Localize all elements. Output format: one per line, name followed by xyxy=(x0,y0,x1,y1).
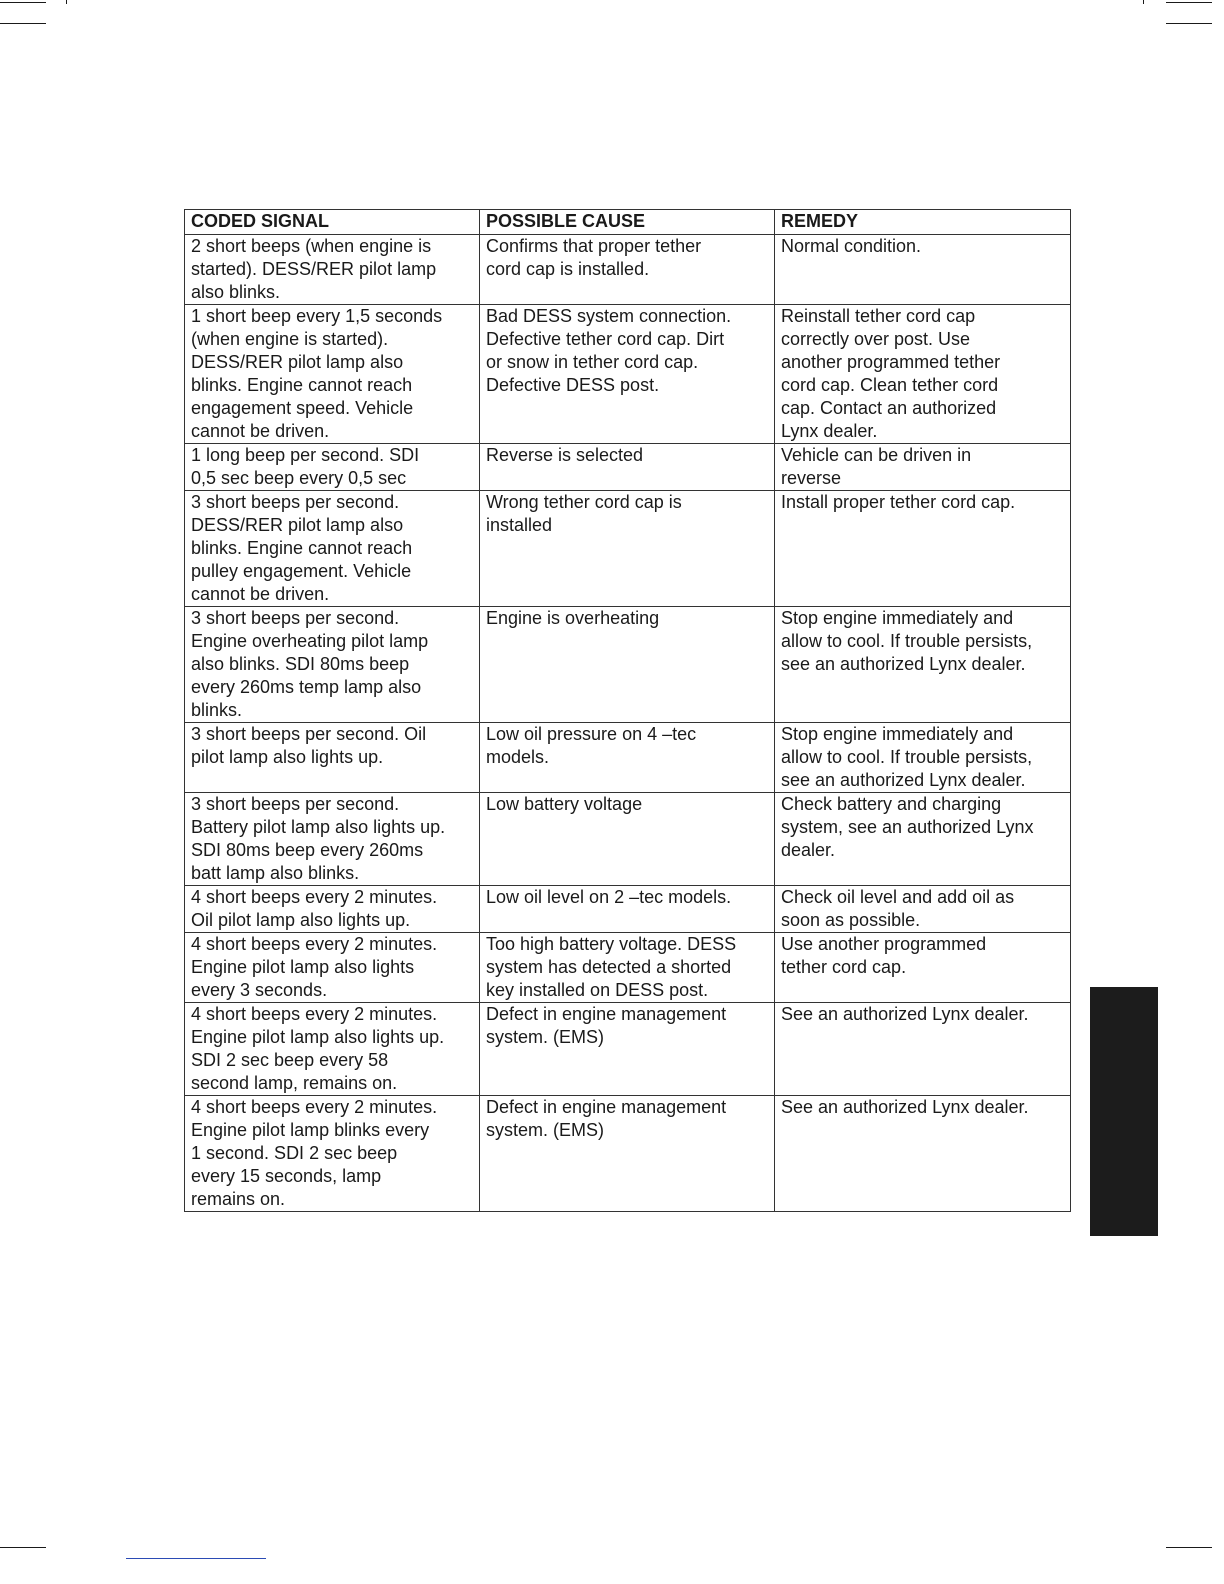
remedy-cell: Reinstall tether cord cap correctly over post. Use another programmed tether cord cap. Clean tether cord cap. Contact an authorized Lynx dealer. xyxy=(775,305,1071,444)
cause-cell: Bad DESS system connection. Defective tether cord cap. Dirt or snow in tether cord cap. Defective DESS post. xyxy=(480,305,775,444)
table-row xyxy=(185,491,1071,607)
cause-cell: Engine is overheating xyxy=(480,607,775,723)
signal-cell: 3 short beeps per second. DESS/RER pilot lamp also blinks. Engine cannot reach pulley engagement. Vehicle cannot be driven. xyxy=(185,491,480,607)
signal-cell: 3 short beeps per second. Engine overheating pilot lamp also blinks. SDI 80ms beep every 260ms temp lamp also blinks. xyxy=(185,607,480,723)
remedy-cell: Stop engine immediately and allow to cool. If trouble persists, see an authorized Lynx dealer. xyxy=(775,723,1071,793)
table-row xyxy=(185,305,1071,444)
cause-cell: Too high battery voltage. DESS system has detected a shorted key installed on DESS post. xyxy=(480,933,775,1003)
crop-mark-top-left-tick xyxy=(66,0,67,4)
crop-mark-bottom-right xyxy=(1166,1547,1212,1548)
cause-cell: Low battery voltage xyxy=(480,793,775,886)
cause-cell: Defect in engine management system. (EMS) xyxy=(480,1003,775,1096)
signal-cell: 4 short beeps every 2 minutes. Engine pilot lamp blinks every 1 second. SDI 2 sec beep every 15 seconds, lamp remains on. xyxy=(185,1096,480,1212)
cause-cell: Defect in engine management system. (EMS) xyxy=(480,1096,775,1212)
table-header-row xyxy=(185,210,1071,235)
cause-cell: Confirms that proper tether cord cap is installed. xyxy=(480,235,775,305)
remedy-cell: Check oil level and add oil as soon as possible. xyxy=(775,886,1071,933)
table-row xyxy=(185,1096,1071,1212)
cause-cell: Low oil level on 2 –tec models. xyxy=(480,886,775,933)
signal-cell: 3 short beeps per second. Battery pilot lamp also lights up. SDI 80ms beep every 260ms batt lamp also blinks. xyxy=(185,793,480,886)
crop-mark-top-right-2 xyxy=(1166,23,1212,24)
section-tab xyxy=(1090,987,1158,1236)
remedy-cell: See an authorized Lynx dealer. xyxy=(775,1003,1071,1096)
table-row xyxy=(185,933,1071,1003)
remedy-cell: Check battery and charging system, see an authorized Lynx dealer. xyxy=(775,793,1071,886)
cause-cell: Wrong tether cord cap is installed xyxy=(480,491,775,607)
signal-cell: 1 short beep every 1,5 seconds (when engine is started). DESS/RER pilot lamp also blinks. Engine cannot reach engagement speed. Vehicle cannot be driven. xyxy=(185,305,480,444)
header-possible-cause: POSSIBLE CAUSE xyxy=(480,210,775,235)
footer-line xyxy=(126,1558,266,1559)
signal-cell: 3 short beeps per second. Oil pilot lamp also lights up. xyxy=(185,723,480,793)
coded-signal-table xyxy=(184,209,1071,1212)
signal-cell: 2 short beeps (when engine is started). DESS/RER pilot lamp also blinks. xyxy=(185,235,480,305)
crop-mark-top-right xyxy=(1166,2,1212,3)
table-row xyxy=(185,444,1071,491)
remedy-cell: Stop engine immediately and allow to cool. If trouble persists, see an authorized Lynx dealer. xyxy=(775,607,1071,723)
crop-mark-bottom-left xyxy=(0,1547,46,1548)
signal-cell: 1 long beep per second. SDI 0,5 sec beep every 0,5 sec xyxy=(185,444,480,491)
table-row xyxy=(185,886,1071,933)
signal-cell: 4 short beeps every 2 minutes. Engine pilot lamp also lights every 3 seconds. xyxy=(185,933,480,1003)
header-coded-signal: CODED SIGNAL xyxy=(185,210,480,235)
header-remedy: REMEDY xyxy=(775,210,1071,235)
signal-cell: 4 short beeps every 2 minutes. Engine pilot lamp also lights up. SDI 2 sec beep every 58 second lamp, remains on. xyxy=(185,1003,480,1096)
table-row xyxy=(185,607,1071,723)
signal-cell: 4 short beeps every 2 minutes. Oil pilot lamp also lights up. xyxy=(185,886,480,933)
cause-cell: Reverse is selected xyxy=(480,444,775,491)
remedy-cell: See an authorized Lynx dealer. xyxy=(775,1096,1071,1212)
crop-mark-top-left xyxy=(0,2,46,3)
table-row xyxy=(185,235,1071,305)
cause-cell: Low oil pressure on 4 –tec models. xyxy=(480,723,775,793)
table-row xyxy=(185,793,1071,886)
table-row xyxy=(185,1003,1071,1096)
remedy-cell: Install proper tether cord cap. xyxy=(775,491,1071,607)
table-row xyxy=(185,723,1071,793)
crop-mark-top-left-2 xyxy=(0,23,46,24)
remedy-cell: Normal condition. xyxy=(775,235,1071,305)
remedy-cell: Use another programmed tether cord cap. xyxy=(775,933,1071,1003)
remedy-cell: Vehicle can be driven in reverse xyxy=(775,444,1071,491)
crop-mark-top-right-tick xyxy=(1143,0,1144,4)
